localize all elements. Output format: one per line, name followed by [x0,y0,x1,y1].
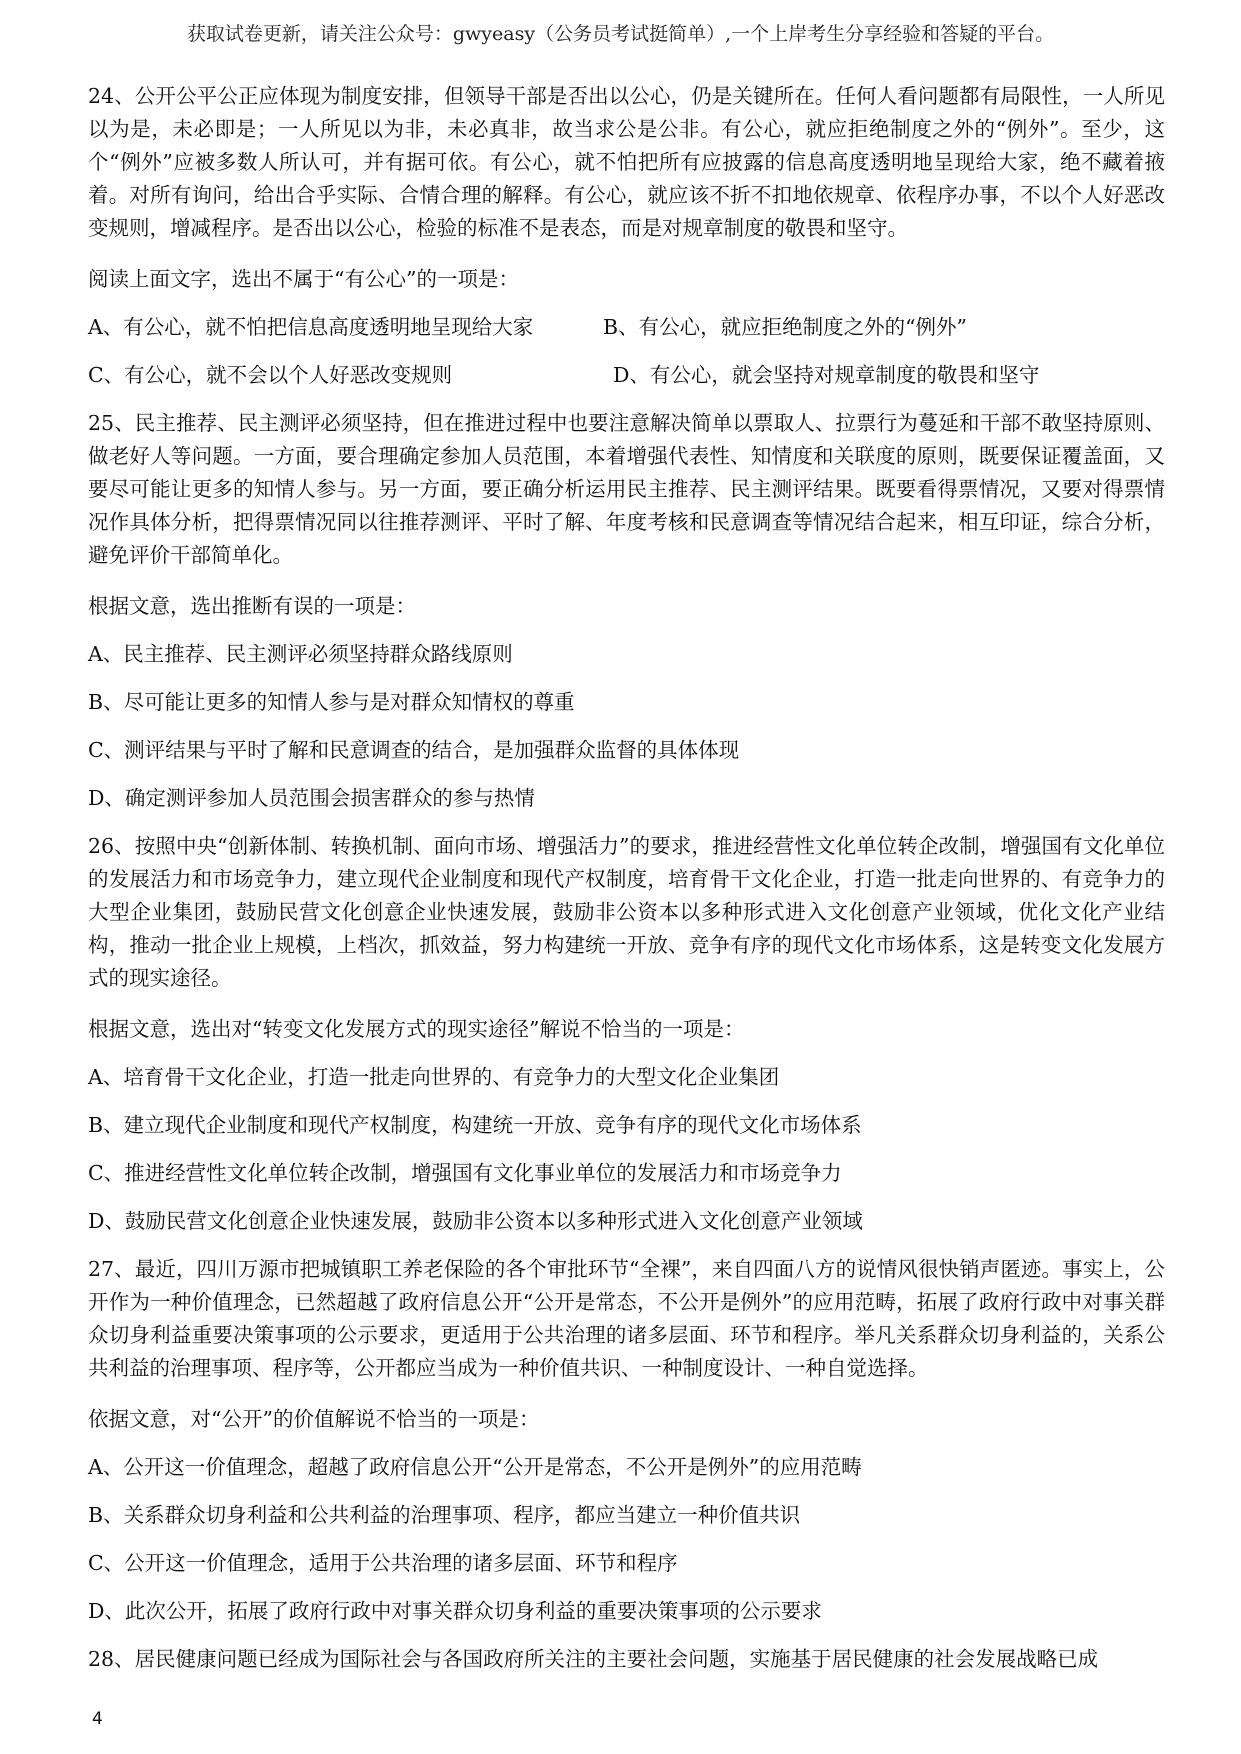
option-a: A、民主推荐、民主测评必须坚持群众路线原则 [88,642,513,666]
option-row [88,359,1165,391]
question-25 [88,407,1165,814]
option-c: C、推进经营性文化单位转企改制，增强国有文化事业单位的发展活力和市场竞争力 [88,1161,842,1185]
question-prompt: 阅读上面文字，选出不属于“有公心”的一项是： [88,267,519,291]
option-d: D、确定测评参加人员范围会损害群众的参与热情 [88,786,535,810]
question-passage: 26、按照中央“创新体制、转换机制、面向市场、增强活力”的要求，推进经营性文化单位转企改制，增强国有文化单位的发展活力和市场竞争力，建立现代企业制度和现代产权制度，培育骨干文化企业，打造一批走向世界的、有竞争力的大型企业集团，鼓励民营文化创意企业快速发展，鼓励非公资本以多种形式进入文化创意产业领域，优化文化产业结构，推动一批企业上规模，上档次，抓效益，努力构建统一开放、竞争有序的现代文化市场体系，这是转变文化发展方式的现实途径。 [88,834,1165,990]
question-passage: 24、公开公平公正应体现为制度安排，但领导干部是否出以公心，仍是关键所在。任何人看问题都有局限性，一人所见以为是，未必即是；一人所见以为非，未必真非，故当求公是公非。有公心，就应拒绝制度之外的“例外”。至少，这个“例外”应被多数人所认可，并有据可依。有公心，就不怕把所有应披露的信息高度透明地呈现给大家，绝不藏着掖着。对所有询问，给出合乎实际、合情合理的解释。有公心，就应该不折不扣地依规章、依程序办事，不以个人好恶改变规则，增减程序。是否出以公心，检验的标准不是表态，而是对规章制度的敬畏和坚守。 [88,84,1165,240]
question-passage: 25、民主推荐、民主测评必须坚持，但在推进过程中也要注意解决简单以票取人、拉票行为蔓延和干部不敢坚持原则、做老好人等问题。一方面，要合理确定参加人员范围，本着增强代表性、知情度和关联度的原则，既要保证覆盖面，又要尽可能让更多的知情人参与。另一方面，要正确分析运用民主推荐、民主测评结果。既要看得票情况，又要对得票情况作具体分析，把得票情况同以往推荐测评、平时了解、年度考核和民意调查等情况结合起来，相互印证，综合分析，避免评价干部简单化。 [88,411,1165,567]
option-b: B、关系群众切身利益和公共利益的治理事项、程序，都应当建立一种价值共识 [88,1503,801,1527]
question-prompt: 依据文意，对“公开”的价值解说不恰当的一项是： [88,1407,540,1431]
option-c: C、有公心，就不会以个人好恶改变规则 [88,363,453,387]
option-b: B、建立现代企业制度和现代产权制度，构建统一开放、竞争有序的现代文化市场体系 [88,1113,862,1137]
question-28 [88,1643,1165,1676]
question-prompt: 根据文意，选出对“转变文化发展方式的现实途径”解说不恰当的一项是： [88,1017,745,1041]
page-number: 4 [92,1709,103,1729]
option-c: C、测评结果与平时了解和民意调查的结合，是加强群众监督的具体体现 [88,738,740,762]
question-26 [88,830,1165,1237]
option-row [88,311,1165,343]
option-d: D、鼓励民营文化创意企业快速发展，鼓励非公资本以多种形式进入文化创意产业领域 [88,1209,863,1233]
option-a: A、培育骨干文化企业，打造一批走向世界的、有竞争力的大型文化企业集团 [88,1065,780,1089]
option-a: A、公开这一价值理念，超越了政府信息公开“公开是常态，不公开是例外”的应用范畴 [88,1455,862,1479]
page-header: 获取试卷更新，请关注公众号：gwyeasy（公务员考试挺简单）,一个上岸考生分享经验和答疑的平台。 [186,23,1055,45]
option-b: B、尽可能让更多的知情人参与是对群众知情权的尊重 [88,690,575,714]
option-c: C、公开这一价值理念，适用于公共治理的诸多层面、环节和程序 [88,1551,678,1575]
question-passage: 28、居民健康问题已经成为国际社会与各国政府所关注的主要社会问题，实施基于居民健康的社会发展战略已成 [88,1647,1099,1671]
document-body [88,80,1165,1676]
option-d: D、此次公开，拓展了政府行政中对事关群众切身利益的重要决策事项的公示要求 [88,1599,822,1623]
option-d: D、有公心，就会坚持对规章制度的敬畏和坚守 [613,363,1040,387]
question-27 [88,1253,1165,1627]
option-b: B、有公心，就应拒绝制度之外的“例外” [603,315,968,339]
question-prompt: 根据文意，选出推断有误的一项是： [88,594,416,618]
question-passage: 27、最近，四川万源市把城镇职工养老保险的各个审批环节“全裸”，来自四面八方的说情风很快销声匿迹。事实上，公开作为一种价值理念，已然超越了政府信息公开“公开是常态，不公开是例外”的应用范畴，拓展了政府行政中对事关群众切身利益重要决策事项的公示要求，更适用于公共治理的诸多层面、环节和程序。举凡关系群众切身利益的，关系公共利益的治理事项、程序等，公开都应当成为一种价值共识、一种制度设计、一种自觉选择。 [88,1257,1165,1380]
question-24 [88,80,1165,391]
option-a: A、有公心，就不怕把信息高度透明地呈现给大家 [88,315,534,339]
